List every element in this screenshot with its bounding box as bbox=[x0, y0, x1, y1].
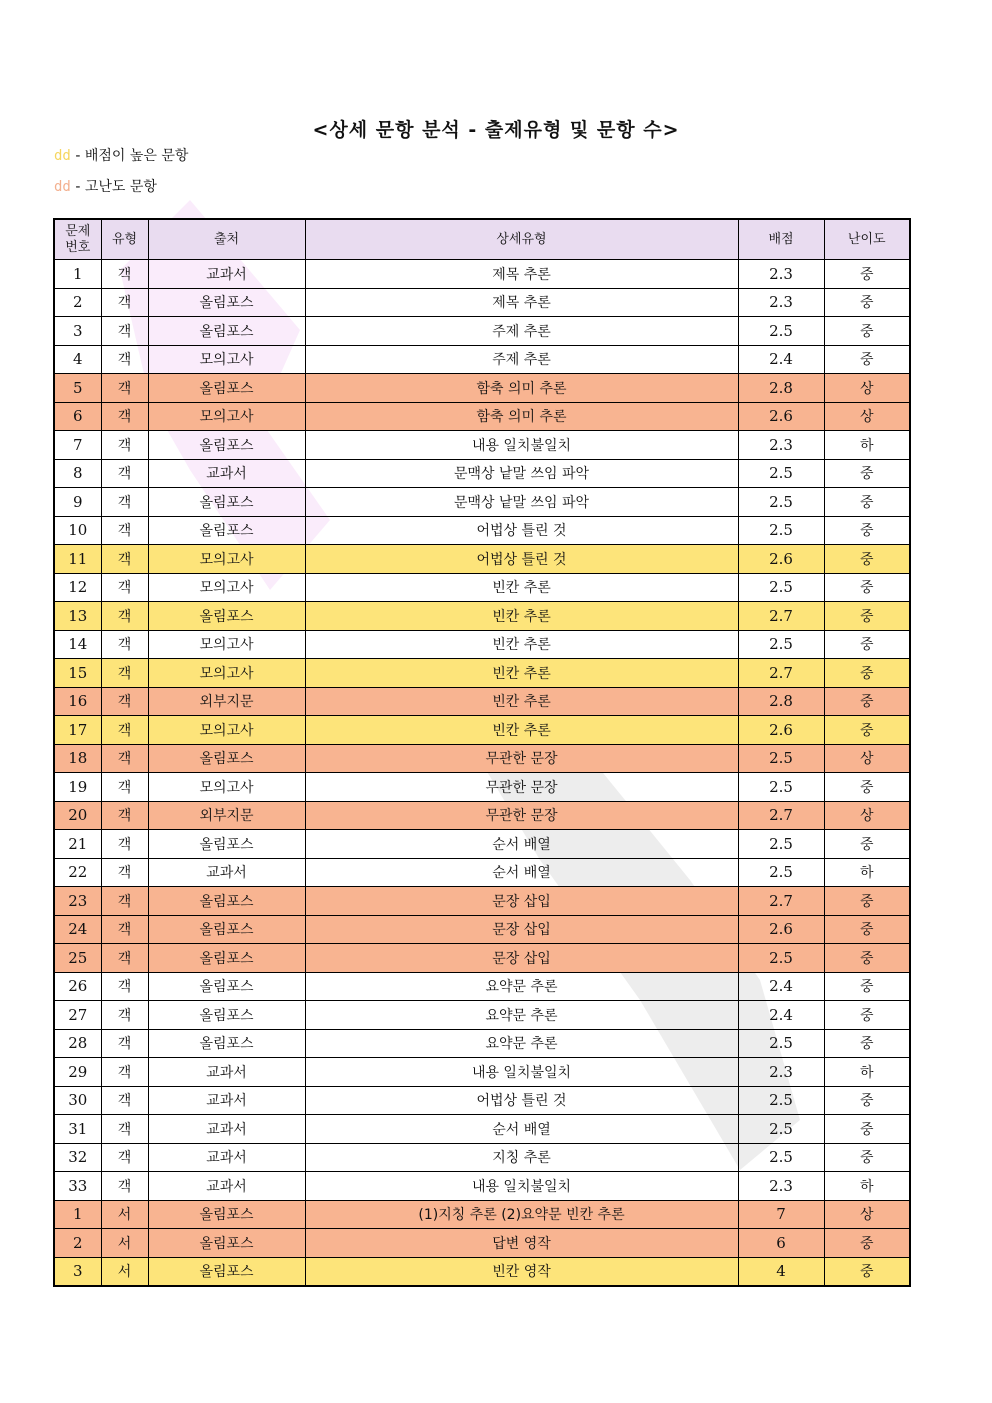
table-row bbox=[54, 944, 910, 973]
cell-question-number: 3 bbox=[54, 1257, 101, 1286]
cell-source: 모의고사 bbox=[148, 573, 305, 602]
cell-detail-type: 무관한 문장 bbox=[305, 773, 738, 802]
cell-score: 2.5 bbox=[738, 1143, 824, 1172]
cell-source: 올림포스 bbox=[148, 830, 305, 859]
cell-detail-type: 문맥상 낱말 쓰임 파악 bbox=[305, 488, 738, 517]
cell-score: 2.5 bbox=[738, 830, 824, 859]
cell-score: 2.5 bbox=[738, 317, 824, 346]
cell-score: 2.8 bbox=[738, 374, 824, 403]
cell-question-number: 27 bbox=[54, 1001, 101, 1030]
page-title: <상세 문항 분석 - 출제유형 및 문항 수> bbox=[312, 119, 680, 141]
cell-score: 2.8 bbox=[738, 687, 824, 716]
cell-question-number: 28 bbox=[54, 1029, 101, 1058]
cell-difficulty: 중 bbox=[824, 345, 910, 374]
cell-score: 2.5 bbox=[738, 488, 824, 517]
cell-score: 2.7 bbox=[738, 659, 824, 688]
table-row bbox=[54, 488, 910, 517]
table-row bbox=[54, 545, 910, 574]
legend-label-high-difficulty: - 고난도 문항 bbox=[75, 179, 157, 195]
cell-score: 2.3 bbox=[738, 1058, 824, 1087]
cell-score: 2.5 bbox=[738, 1029, 824, 1058]
cell-type: 객 bbox=[101, 602, 148, 631]
cell-detail-type: 빈칸 영작 bbox=[305, 1257, 738, 1286]
table-header-row bbox=[54, 219, 910, 260]
cell-detail-type: 주제 추론 bbox=[305, 345, 738, 374]
cell-score: 2.3 bbox=[738, 260, 824, 289]
cell-source: 올림포스 bbox=[148, 744, 305, 773]
cell-score: 6 bbox=[738, 1229, 824, 1258]
cell-detail-type: 지칭 추론 bbox=[305, 1143, 738, 1172]
cell-question-number: 21 bbox=[54, 830, 101, 859]
cell-question-number: 32 bbox=[54, 1143, 101, 1172]
table-row bbox=[54, 801, 910, 830]
cell-difficulty: 중 bbox=[824, 830, 910, 859]
table-row bbox=[54, 659, 910, 688]
table-row bbox=[54, 858, 910, 887]
cell-difficulty: 중 bbox=[824, 944, 910, 973]
table-row bbox=[54, 972, 910, 1001]
cell-difficulty: 중 bbox=[824, 573, 910, 602]
cell-question-number: 22 bbox=[54, 858, 101, 887]
cell-question-number: 30 bbox=[54, 1086, 101, 1115]
cell-detail-type: 문장 삽입 bbox=[305, 887, 738, 916]
cell-type: 객 bbox=[101, 659, 148, 688]
cell-difficulty: 중 bbox=[824, 630, 910, 659]
cell-difficulty: 중 bbox=[824, 1257, 910, 1286]
cell-source: 올림포스 bbox=[148, 887, 305, 916]
legend-swatch-high-score: dd bbox=[54, 148, 71, 164]
table-row bbox=[54, 573, 910, 602]
cell-difficulty: 중 bbox=[824, 687, 910, 716]
table-row bbox=[54, 773, 910, 802]
cell-detail-type: 순서 배열 bbox=[305, 1115, 738, 1144]
cell-score: 4 bbox=[738, 1257, 824, 1286]
cell-difficulty: 중 bbox=[824, 1001, 910, 1030]
cell-detail-type: 내용 일치불일치 bbox=[305, 1058, 738, 1087]
legend-label-high-score: - 배점이 높은 문항 bbox=[75, 148, 189, 164]
legend-swatch-high-difficulty: dd bbox=[54, 179, 71, 195]
cell-source: 올림포스 bbox=[148, 1229, 305, 1258]
cell-detail-type: 빈칸 추론 bbox=[305, 630, 738, 659]
cell-source: 교과서 bbox=[148, 260, 305, 289]
table-row bbox=[54, 630, 910, 659]
header-score: 배점 bbox=[738, 219, 824, 260]
cell-type: 객 bbox=[101, 545, 148, 574]
table-row bbox=[54, 887, 910, 916]
cell-type: 객 bbox=[101, 1001, 148, 1030]
cell-type: 객 bbox=[101, 459, 148, 488]
cell-detail-type: 빈칸 추론 bbox=[305, 687, 738, 716]
cell-difficulty: 중 bbox=[824, 716, 910, 745]
cell-source: 교과서 bbox=[148, 1115, 305, 1144]
cell-type: 객 bbox=[101, 1058, 148, 1087]
cell-source: 올림포스 bbox=[148, 317, 305, 346]
cell-score: 2.7 bbox=[738, 887, 824, 916]
table-row bbox=[54, 1200, 910, 1229]
table-row bbox=[54, 260, 910, 289]
cell-question-number: 12 bbox=[54, 573, 101, 602]
cell-question-number: 6 bbox=[54, 402, 101, 431]
cell-detail-type: 제목 추론 bbox=[305, 260, 738, 289]
cell-score: 2.4 bbox=[738, 972, 824, 1001]
cell-detail-type: 빈칸 추론 bbox=[305, 602, 738, 631]
cell-source: 올림포스 bbox=[148, 1029, 305, 1058]
cell-source: 교과서 bbox=[148, 1143, 305, 1172]
cell-source: 교과서 bbox=[148, 1086, 305, 1115]
cell-score: 2.7 bbox=[738, 602, 824, 631]
cell-detail-type: 순서 배열 bbox=[305, 858, 738, 887]
table-row bbox=[54, 1001, 910, 1030]
cell-detail-type: 어법상 틀린 것 bbox=[305, 1086, 738, 1115]
cell-difficulty: 중 bbox=[824, 773, 910, 802]
cell-type: 객 bbox=[101, 260, 148, 289]
cell-type: 객 bbox=[101, 1115, 148, 1144]
cell-question-number: 3 bbox=[54, 317, 101, 346]
cell-score: 2.7 bbox=[738, 801, 824, 830]
cell-difficulty: 중 bbox=[824, 288, 910, 317]
table-row bbox=[54, 744, 910, 773]
cell-difficulty: 상 bbox=[824, 1200, 910, 1229]
cell-type: 객 bbox=[101, 944, 148, 973]
header-type: 유형 bbox=[101, 219, 148, 260]
cell-question-number: 1 bbox=[54, 260, 101, 289]
header-question-number-line2: 번호 bbox=[65, 239, 91, 255]
cell-question-number: 17 bbox=[54, 716, 101, 745]
cell-source: 교과서 bbox=[148, 1172, 305, 1201]
cell-detail-type: 주제 추론 bbox=[305, 317, 738, 346]
cell-score: 2.5 bbox=[738, 944, 824, 973]
header-detail-type: 상세유형 bbox=[305, 219, 738, 260]
cell-type: 객 bbox=[101, 830, 148, 859]
table-row bbox=[54, 716, 910, 745]
cell-score: 2.6 bbox=[738, 915, 824, 944]
cell-detail-type: 어법상 틀린 것 bbox=[305, 545, 738, 574]
cell-difficulty: 하 bbox=[824, 431, 910, 460]
cell-question-number: 9 bbox=[54, 488, 101, 517]
cell-score: 2.5 bbox=[738, 459, 824, 488]
cell-difficulty: 중 bbox=[824, 659, 910, 688]
cell-score: 2.6 bbox=[738, 402, 824, 431]
cell-type: 서 bbox=[101, 1257, 148, 1286]
cell-score: 2.3 bbox=[738, 431, 824, 460]
cell-type: 서 bbox=[101, 1229, 148, 1258]
table-row bbox=[54, 1058, 910, 1087]
cell-type: 객 bbox=[101, 1172, 148, 1201]
cell-source: 올림포스 bbox=[148, 602, 305, 631]
cell-difficulty: 중 bbox=[824, 1029, 910, 1058]
cell-type: 객 bbox=[101, 431, 148, 460]
cell-source: 교과서 bbox=[148, 459, 305, 488]
cell-score: 2.6 bbox=[738, 716, 824, 745]
cell-detail-type: 요약문 추론 bbox=[305, 972, 738, 1001]
cell-difficulty: 중 bbox=[824, 915, 910, 944]
cell-question-number: 20 bbox=[54, 801, 101, 830]
cell-type: 서 bbox=[101, 1200, 148, 1229]
cell-source: 교과서 bbox=[148, 858, 305, 887]
table-row bbox=[54, 1115, 910, 1144]
cell-difficulty: 상 bbox=[824, 801, 910, 830]
cell-question-number: 13 bbox=[54, 602, 101, 631]
cell-difficulty: 하 bbox=[824, 858, 910, 887]
cell-question-number: 8 bbox=[54, 459, 101, 488]
cell-type: 객 bbox=[101, 1143, 148, 1172]
cell-question-number: 2 bbox=[54, 1229, 101, 1258]
cell-question-number: 1 bbox=[54, 1200, 101, 1229]
cell-difficulty: 중 bbox=[824, 1115, 910, 1144]
cell-difficulty: 중 bbox=[824, 317, 910, 346]
header-question-number-line1: 문제 bbox=[65, 223, 91, 239]
question-analysis-table bbox=[53, 218, 911, 1287]
table-row bbox=[54, 1257, 910, 1286]
cell-difficulty: 중 bbox=[824, 488, 910, 517]
cell-type: 객 bbox=[101, 887, 148, 916]
cell-question-number: 26 bbox=[54, 972, 101, 1001]
cell-score: 2.4 bbox=[738, 1001, 824, 1030]
cell-source: 올림포스 bbox=[148, 1200, 305, 1229]
cell-question-number: 2 bbox=[54, 288, 101, 317]
cell-detail-type: 요약문 추론 bbox=[305, 1029, 738, 1058]
cell-difficulty: 상 bbox=[824, 374, 910, 403]
cell-type: 객 bbox=[101, 1086, 148, 1115]
cell-source: 올림포스 bbox=[148, 288, 305, 317]
cell-question-number: 29 bbox=[54, 1058, 101, 1087]
cell-difficulty: 중 bbox=[824, 602, 910, 631]
table-body bbox=[54, 260, 910, 1287]
cell-score: 2.6 bbox=[738, 545, 824, 574]
cell-type: 객 bbox=[101, 915, 148, 944]
cell-source: 모의고사 bbox=[148, 716, 305, 745]
cell-source: 외부지문 bbox=[148, 801, 305, 830]
cell-type: 객 bbox=[101, 488, 148, 517]
cell-score: 2.5 bbox=[738, 744, 824, 773]
cell-type: 객 bbox=[101, 345, 148, 374]
table-row bbox=[54, 516, 910, 545]
cell-detail-type: 문맥상 낱말 쓰임 파악 bbox=[305, 459, 738, 488]
cell-source: 교과서 bbox=[148, 1058, 305, 1087]
cell-question-number: 10 bbox=[54, 516, 101, 545]
cell-difficulty: 중 bbox=[824, 1086, 910, 1115]
cell-detail-type: 내용 일치불일치 bbox=[305, 431, 738, 460]
cell-type: 객 bbox=[101, 402, 148, 431]
cell-score: 2.5 bbox=[738, 773, 824, 802]
cell-score: 2.4 bbox=[738, 345, 824, 374]
cell-source: 올림포스 bbox=[148, 431, 305, 460]
table-row bbox=[54, 1172, 910, 1201]
cell-question-number: 24 bbox=[54, 915, 101, 944]
table-row bbox=[54, 915, 910, 944]
cell-source: 올림포스 bbox=[148, 1257, 305, 1286]
cell-score: 2.5 bbox=[738, 858, 824, 887]
cell-detail-type: 무관한 문장 bbox=[305, 801, 738, 830]
cell-source: 외부지문 bbox=[148, 687, 305, 716]
cell-source: 올림포스 bbox=[148, 972, 305, 1001]
legend-high-difficulty bbox=[54, 176, 157, 196]
cell-question-number: 4 bbox=[54, 345, 101, 374]
cell-question-number: 25 bbox=[54, 944, 101, 973]
cell-score: 7 bbox=[738, 1200, 824, 1229]
cell-source: 모의고사 bbox=[148, 345, 305, 374]
cell-type: 객 bbox=[101, 573, 148, 602]
cell-question-number: 18 bbox=[54, 744, 101, 773]
header-source: 출처 bbox=[148, 219, 305, 260]
cell-detail-type: 답변 영작 bbox=[305, 1229, 738, 1258]
cell-source: 모의고사 bbox=[148, 402, 305, 431]
cell-type: 객 bbox=[101, 516, 148, 545]
cell-detail-type: 함축 의미 추론 bbox=[305, 374, 738, 403]
cell-difficulty: 상 bbox=[824, 402, 910, 431]
header-question-number bbox=[54, 219, 101, 260]
cell-detail-type: 빈칸 추론 bbox=[305, 716, 738, 745]
cell-question-number: 19 bbox=[54, 773, 101, 802]
cell-source: 올림포스 bbox=[148, 374, 305, 403]
cell-question-number: 23 bbox=[54, 887, 101, 916]
cell-score: 2.5 bbox=[738, 1115, 824, 1144]
cell-type: 객 bbox=[101, 1029, 148, 1058]
cell-difficulty: 중 bbox=[824, 1143, 910, 1172]
cell-difficulty: 중 bbox=[824, 972, 910, 1001]
table-row bbox=[54, 602, 910, 631]
cell-detail-type: 문장 삽입 bbox=[305, 944, 738, 973]
cell-source: 모의고사 bbox=[148, 773, 305, 802]
table-row bbox=[54, 1086, 910, 1115]
cell-detail-type: 요약문 추론 bbox=[305, 1001, 738, 1030]
cell-type: 객 bbox=[101, 687, 148, 716]
cell-type: 객 bbox=[101, 317, 148, 346]
cell-type: 객 bbox=[101, 374, 148, 403]
cell-score: 2.3 bbox=[738, 1172, 824, 1201]
cell-source: 올림포스 bbox=[148, 1001, 305, 1030]
cell-type: 객 bbox=[101, 972, 148, 1001]
table-row bbox=[54, 402, 910, 431]
cell-question-number: 14 bbox=[54, 630, 101, 659]
cell-score: 2.5 bbox=[738, 516, 824, 545]
cell-difficulty: 중 bbox=[824, 887, 910, 916]
cell-type: 객 bbox=[101, 801, 148, 830]
cell-difficulty: 중 bbox=[824, 1229, 910, 1258]
cell-source: 올림포스 bbox=[148, 488, 305, 517]
cell-type: 객 bbox=[101, 773, 148, 802]
cell-score: 2.5 bbox=[738, 573, 824, 602]
cell-question-number: 31 bbox=[54, 1115, 101, 1144]
cell-question-number: 33 bbox=[54, 1172, 101, 1201]
cell-source: 올림포스 bbox=[148, 915, 305, 944]
cell-difficulty: 하 bbox=[824, 1172, 910, 1201]
cell-type: 객 bbox=[101, 858, 148, 887]
table-row bbox=[54, 1029, 910, 1058]
cell-source: 모의고사 bbox=[148, 545, 305, 574]
table-row bbox=[54, 345, 910, 374]
table-row bbox=[54, 1143, 910, 1172]
cell-question-number: 16 bbox=[54, 687, 101, 716]
cell-question-number: 5 bbox=[54, 374, 101, 403]
table-row bbox=[54, 830, 910, 859]
table-row bbox=[54, 1229, 910, 1258]
cell-source: 모의고사 bbox=[148, 659, 305, 688]
cell-detail-type: 문장 삽입 bbox=[305, 915, 738, 944]
legend-high-score bbox=[54, 145, 188, 165]
cell-difficulty: 하 bbox=[824, 1058, 910, 1087]
table-row bbox=[54, 687, 910, 716]
cell-type: 객 bbox=[101, 288, 148, 317]
cell-detail-type: 빈칸 추론 bbox=[305, 573, 738, 602]
cell-score: 2.5 bbox=[738, 1086, 824, 1115]
cell-type: 객 bbox=[101, 716, 148, 745]
table-row bbox=[54, 374, 910, 403]
cell-detail-type: 제목 추론 bbox=[305, 288, 738, 317]
cell-detail-type: 어법상 틀린 것 bbox=[305, 516, 738, 545]
cell-detail-type: 내용 일치불일치 bbox=[305, 1172, 738, 1201]
cell-detail-type: 빈칸 추론 bbox=[305, 659, 738, 688]
cell-detail-type: 무관한 문장 bbox=[305, 744, 738, 773]
table-row bbox=[54, 459, 910, 488]
cell-difficulty: 중 bbox=[824, 260, 910, 289]
cell-source: 올림포스 bbox=[148, 516, 305, 545]
table-row bbox=[54, 431, 910, 460]
cell-source: 올림포스 bbox=[148, 944, 305, 973]
cell-question-number: 11 bbox=[54, 545, 101, 574]
cell-detail-type: 함축 의미 추론 bbox=[305, 402, 738, 431]
cell-question-number: 7 bbox=[54, 431, 101, 460]
table-row bbox=[54, 288, 910, 317]
header-difficulty: 난이도 bbox=[824, 219, 910, 260]
cell-difficulty: 상 bbox=[824, 744, 910, 773]
cell-difficulty: 중 bbox=[824, 545, 910, 574]
cell-detail-type: (1)지칭 추론 (2)요약문 빈칸 추론 bbox=[305, 1200, 738, 1229]
cell-difficulty: 중 bbox=[824, 459, 910, 488]
table-row bbox=[54, 317, 910, 346]
cell-detail-type: 순서 배열 bbox=[305, 830, 738, 859]
cell-difficulty: 중 bbox=[824, 516, 910, 545]
cell-question-number: 15 bbox=[54, 659, 101, 688]
cell-type: 객 bbox=[101, 744, 148, 773]
cell-score: 2.5 bbox=[738, 630, 824, 659]
cell-type: 객 bbox=[101, 630, 148, 659]
cell-source: 모의고사 bbox=[148, 630, 305, 659]
cell-score: 2.3 bbox=[738, 288, 824, 317]
